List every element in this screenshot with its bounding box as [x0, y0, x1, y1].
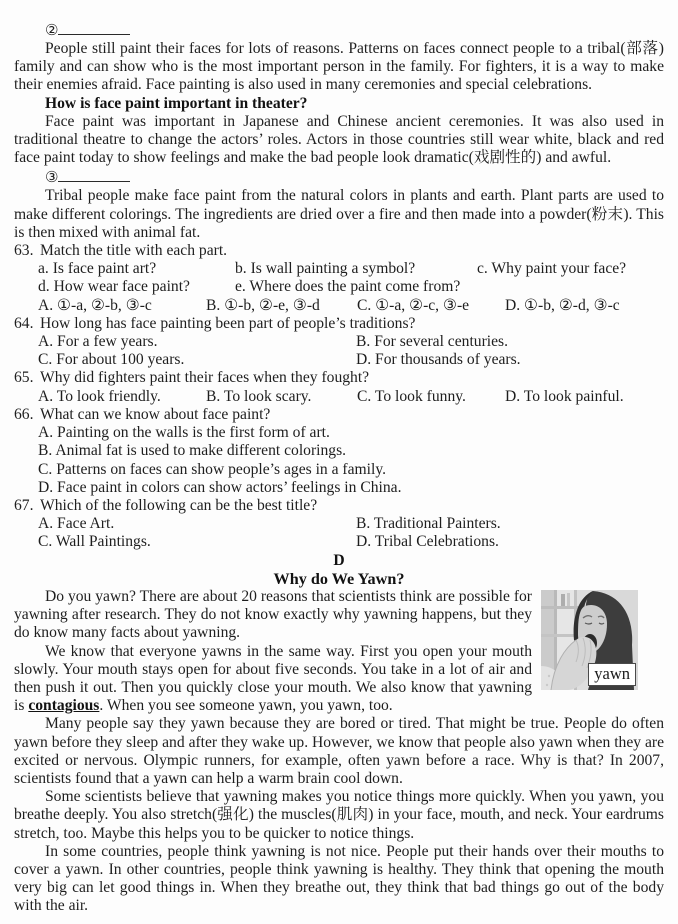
- yawn-photo-caption: yawn: [588, 663, 636, 686]
- question-number: 67.: [14, 496, 34, 514]
- option-d: D. For thousands of years.: [356, 351, 521, 369]
- question-63-titles-row2: [38, 278, 664, 296]
- question-63-stem: [14, 242, 664, 260]
- option-b: B. ①-b, ②-e, ③-d: [206, 296, 320, 314]
- question-64: [14, 315, 664, 370]
- question-63-options: [38, 297, 664, 315]
- passage1-paragraph-theater: Face paint was important in Japanese and Chinese ancient ceremonies. It was also used in traditional theatre to change the actors’ roles. Actors in those countries still wear white, black and red face paint today to show feelings and make the bad people look dramatic(戏剧性的) and awful.: [14, 112, 664, 167]
- question-66-stem: [14, 406, 664, 424]
- circled-2-marker: ②: [45, 20, 59, 39]
- paragraph-text: We know that everyone yawns in the same way. First you open your mouth slowly. Your mouth stays open for about five seconds. You take in a lot of air and then push it out. Then you quickly close your mouth. We also know that yawning is: [14, 642, 532, 715]
- keyword-contagious: contagious: [28, 697, 100, 715]
- question-66-options: [38, 424, 664, 497]
- option-b: B. To look scary.: [206, 387, 312, 405]
- passage1-paragraph-3: Tribal people make face paint from the natural colors in plants and earth. Plant parts are used to make different colorings. The ingredients are dried over a fire and then made into a powder(粉末). This is then mixed with animal fat.: [14, 187, 664, 241]
- option-b: B. Traditional Painters.: [356, 515, 501, 533]
- section-2-blank-heading: [45, 20, 664, 40]
- question-number: 64.: [14, 314, 34, 332]
- question-number: 65.: [14, 369, 34, 387]
- question-text: Which of the following can be the best title?: [40, 496, 318, 514]
- title-b: b. Is wall painting a symbol?: [235, 260, 416, 278]
- title-c: c. Why paint your face?: [477, 260, 627, 278]
- question-65-options: [38, 388, 664, 406]
- question-text: Why did fighters paint their faces when they fought?: [40, 369, 370, 387]
- option-c: C. Wall Paintings.: [38, 533, 151, 551]
- option-a: A. Face Art.: [38, 515, 115, 533]
- question-66: [14, 406, 664, 497]
- question-64-stem: [14, 315, 664, 333]
- title-a: a. Is face paint art?: [38, 260, 157, 278]
- question-67-options-row2: [38, 533, 664, 551]
- passage-d-paragraph-3: Many people say they yawn because they are bored or tired. That might be true. People do often yawn before they sleep and after they wake up. However, we know that people also yawn when they are excited or nervous. Olympic runners, for example, often yawn before a race. Why is that? In 2007, scientists found that a yawn can help a warm brain cool down.: [14, 715, 664, 787]
- option-c: C. To look funny.: [357, 387, 466, 405]
- option-a: A. To look friendly.: [38, 387, 161, 405]
- paragraph-text: . When you see someone yawn, you yawn, too.: [99, 697, 393, 715]
- option-d: D. ①-b, ②-d, ③-c: [505, 296, 620, 314]
- question-63-titles-row1: [38, 260, 664, 278]
- question-64-options-row2: [38, 351, 664, 369]
- passage-d-paragraph-1: Do you yawn? There are about 20 reasons that scientists think are possible for yawning after research. They do not know exactly why yawning happens, but they do know many facts about yawning.: [14, 587, 532, 642]
- question-64-options-row1: [38, 333, 664, 351]
- option-b: B. For several centuries.: [356, 333, 508, 351]
- question-63: [14, 242, 664, 315]
- question-number: 63.: [14, 242, 34, 260]
- option-d: D. To look painful.: [505, 387, 624, 405]
- question-65: [14, 369, 664, 405]
- question-text: How long has face painting been part of people’s traditions?: [40, 314, 416, 332]
- question-67-stem: [14, 497, 664, 515]
- question-number: 66.: [14, 405, 34, 423]
- option-c: C. For about 100 years.: [38, 351, 185, 369]
- question-text: Match the title with each part.: [40, 242, 228, 260]
- yawn-photo: [541, 590, 638, 690]
- passage-d-body: [14, 588, 664, 916]
- option-a: A. Painting on the walls is the first form of art.: [38, 424, 330, 442]
- option-a: A. ①-a, ②-b, ③-c: [38, 296, 152, 314]
- option-b: B. Animal fat is used to make different colorings.: [38, 442, 347, 460]
- question-67: [14, 497, 664, 552]
- passage-d-paragraph-4: Some scientists believe that yawning makes you notice things more quickly. When you yawn, you breathe deeply. You also stretch(强化) the muscles(肌肉) in your face, mouth, and neck. Your eardrums stretch, too. Maybe this helps you to be quicker to notice things.: [14, 788, 664, 842]
- title-e: e. Where does the paint come from?: [235, 278, 461, 296]
- option-c: C. ①-a, ②-c, ③-e: [357, 296, 470, 314]
- title-d: d. How wear face paint?: [38, 278, 190, 296]
- passage1-paragraph-2: People still paint their faces for lots of reasons. Patterns on faces connect people to a tribal(部落) family and can show who is the most important person in the family. For fighters, it is a way to make their enemies afraid. Face painting is also used in many ceremonies and special celebrations.: [14, 40, 664, 94]
- question-text: What can we know about face paint?: [40, 405, 271, 423]
- passage-d-title: Why do We Yawn?: [273, 569, 405, 588]
- circled-3-marker: ③: [45, 168, 59, 187]
- subheading-theater: How is face paint important in theater?: [45, 94, 308, 112]
- option-d: D. Face paint in colors can show actors’ feelings in China.: [38, 478, 402, 496]
- option-c: C. Patterns on faces can show people’s ages in a family.: [38, 460, 387, 478]
- question-65-stem: [14, 369, 664, 387]
- question-67-options-row1: [38, 515, 664, 533]
- passage-d-paragraph-5: In some countries, people think yawning is not nice. People put their hands over their mouths to cover a yawn. In other countries, people think yawning is healthy. They think that opening the mouth very big can let good things in. When they breathe out, they think that bad things go out of the body with the air.: [14, 842, 664, 915]
- passage-d-label: D: [333, 551, 345, 569]
- option-d: D. Tribal Celebrations.: [356, 533, 499, 551]
- fill-in-blank: [58, 20, 130, 35]
- section-3-blank-heading: [45, 167, 664, 187]
- fill-in-blank: [58, 167, 130, 182]
- option-a: A. For a few years.: [38, 333, 158, 351]
